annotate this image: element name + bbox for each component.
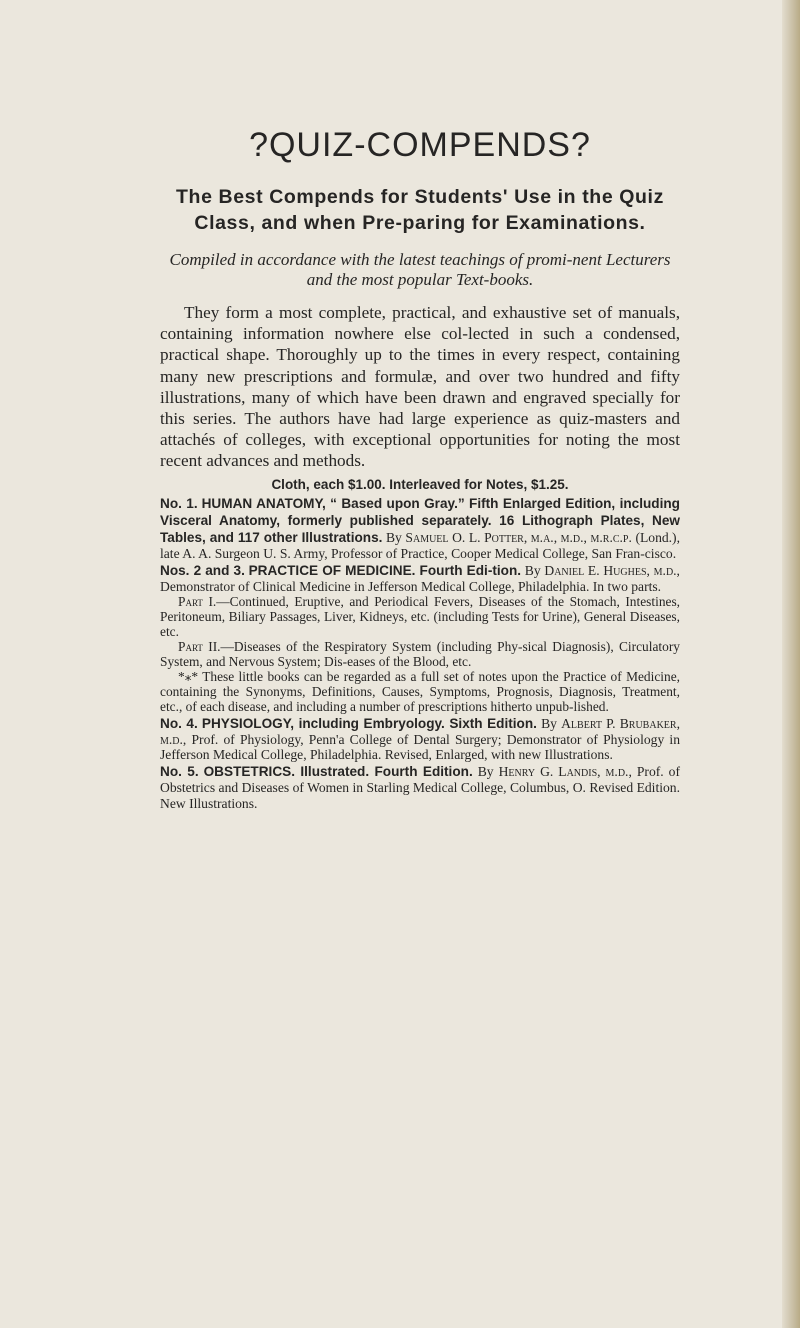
entry-number: No. 1. [160, 495, 198, 511]
entry-by: By [477, 764, 494, 780]
entry-number: Nos. 2 and 3. [160, 562, 245, 578]
subtitle: The Best Compends for Students' Use in the Quiz Class, and when Pre-paring for Examinations. [176, 186, 664, 234]
entry-heading: OBSTETRICS. Illustrated. Fourth Edition. [203, 764, 473, 780]
part-two [160, 639, 680, 669]
part-one [160, 594, 680, 639]
entry-heading: HUMAN ANATOMY, “ Based upon Gray.” Fifth Enlarged Edition, including Visceral Anatomy, formerly published separately. 16 Lithograph Plates, New Tables, and 117 other Illustrations. [160, 495, 680, 545]
entry-by: By [541, 716, 557, 732]
part-text: —Diseases of the Respiratory System (including Phy-sical Diagnosis), Circulatory System, and Nervous System; Dis-eases of the Blood, etc. [160, 639, 680, 670]
practice-note: *⁎* These little books can be regarded as a full set of notes upon the Practice of Medicine, containing the Synonyms, Definitions, Causes, Symptoms, Prognosis, Diagnosis, Treatment, etc., of each disease, and including a number of prescriptions hitherto unpub-lished. [160, 669, 680, 715]
entry-number: No. 5. [160, 764, 199, 780]
entry-practice [160, 562, 680, 594]
entry-description: Prof. of Obstetrics and Diseases of Women in Starling Medical College, Columbus, O. Revised Edition. New Illustrations. [160, 764, 680, 811]
entry-author: Samuel O. L. Potter, m.a., m.d., m.r.c.p. [405, 529, 632, 545]
part-text: —Continued, Eruptive, and Periodical Fevers, Diseases of the Stomach, Intestines, Peritoneum, Biliary Passages, Liver, Kidneys, etc. (including Tests for Urine), General Diseases, etc. [160, 594, 681, 640]
entry-author: Daniel E. Hughes, m.d., [544, 562, 680, 578]
part-label: Part II. [178, 639, 221, 655]
entry-author: Albert P. Brubaker, m.d., [160, 716, 680, 748]
entry-heading: PRACTICE OF MEDICINE. Fourth Edi-tion. [248, 562, 522, 578]
entry-obstetrics [160, 763, 680, 810]
entry-description: Demonstrator of Clinical Medicine in Jefferson Medical College, Philadelphia. In two parts. [160, 578, 662, 594]
entry-anatomy [160, 495, 680, 561]
page-title: ?QUIZ-COMPENDS? [249, 126, 591, 164]
entry-by: By [385, 529, 402, 545]
intro-paragraph: They form a most complete, practical, and exhaustive set of manuals, containing information nowhere else col-lected in such a condensed, practical shape. Thoroughly up to the times in every respect, containing many new prescriptions and formulæ, and over two hundred and fifty illustrations, many of which have been drawn and engraved specially for this series. The authors have had large experience as quiz-masters and attachés of colleges, with exceptional opportunities for noting the most recent advances and methods. [160, 303, 680, 471]
price-line: Cloth, each $1.00. Interleaved for Notes, $1.25. [271, 476, 569, 492]
entry-author: Henry G. Landis, m.d., [498, 764, 632, 780]
entry-number: No. 4. [160, 716, 198, 732]
entry-description: (Lond.), late A. A. Surgeon U. S. Army, Professor of Practice, Cooper Medical College, San Fran-cisco. [160, 529, 680, 561]
page-edge [782, 0, 800, 1328]
entry-description: Prof. of Physiology, Penn'a College of Dental Surgery; Demonstrator of Physiology in Jefferson Medical College, Philadelphia. Revised, Enlarged, with new Illustrations. [160, 732, 681, 763]
entry-physiology [160, 715, 680, 762]
entry-by: By [524, 562, 541, 578]
page-content [160, 0, 680, 811]
part-label: Part I. [178, 594, 217, 610]
compiled-note: Compiled in accordance with the latest teachings of promi-nent Lecturers and the most popular Text-books. [169, 250, 671, 289]
entry-heading: PHYSIOLOGY, including Embryology. Sixth Edition. [201, 716, 537, 732]
